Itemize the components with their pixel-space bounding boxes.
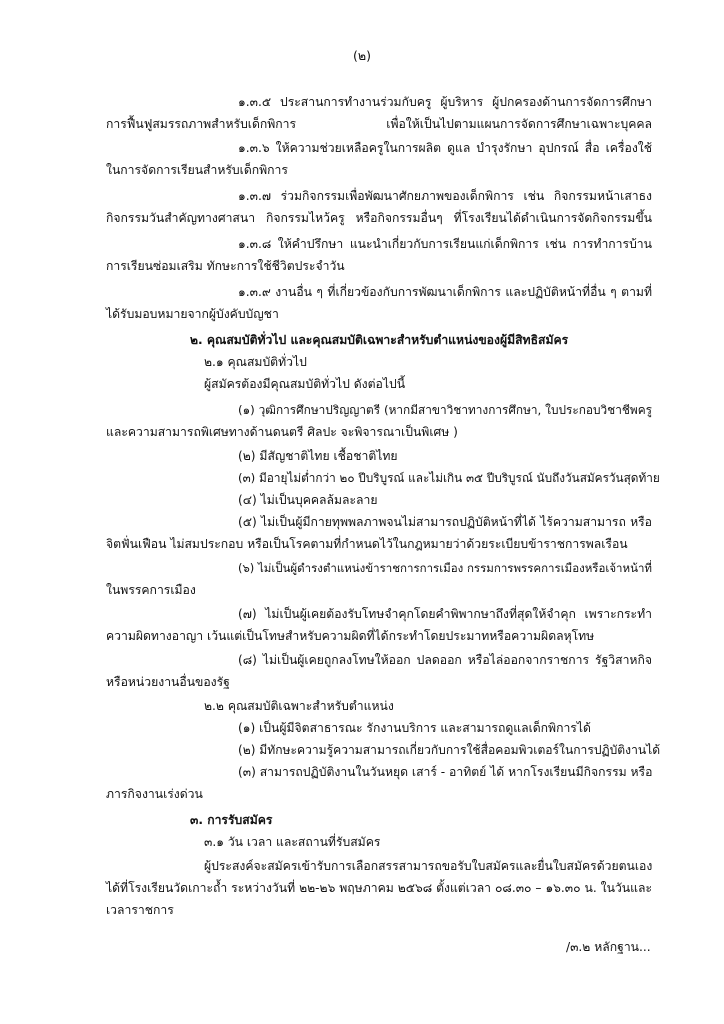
specific-qualification-1: (๑) เป็นผู้มีจิตสาธารณะ รักงานบริการ และสามารถดูแลเด็กพิการได้	[238, 721, 591, 735]
qualification-1-line-2: และความสามารถพิเศษทางด้านดนตรี ศิลปะ จะพิจารณาเป็นพิเศษ )	[106, 425, 458, 439]
qualification-1-line-1: (๑) วุฒิการศึกษาปริญญาตรี (หากมีสาขาวิชาทางการศึกษา, ใบประกอบวิชาชีพครู	[238, 403, 652, 417]
application-paragraph-line-2: ได้ที่โรงเรียนวัดเกาะถ้ำ ระหว่างวันที่ ๒๒-๒๖ พฤษภาคม ๒๕๖๘ ตั้งแต่เวลา ๐๘.๓๐ – ๑๖.๓๐ น. ในวันและ	[106, 881, 652, 895]
qualification-5-line-2: จิตฟั่นเฟือน ไม่สมประกอบ หรือเป็นโรคตามที่กำหนดไว้ในกฎหมายว่าด้วยระเบียบข้าราชการพลเรือน	[106, 537, 628, 551]
qualification-7-line-1: (๗) ไม่เป็นผู้เคยต้องรับโทษจำคุกโดยคำพิพากษาถึงที่สุดให้จำคุก เพราะกระทำ	[238, 607, 652, 621]
qualification-6-line-1: (๖) ไม่เป็นผู้ดำรงตำแหน่งข้าราชการการเมือง กรรมการพรรคการเมืองหรือเจ้าหน้าที่	[238, 561, 652, 575]
qualification-4: (๔) ไม่เป็นบุคคลล้มละลาย	[238, 493, 378, 507]
section-2-heading: ๒. คุณสมบัติทั่วไป และคุณสมบัติเฉพาะสำหรับตำแหน่งของผู้มีสิทธิสมัคร	[190, 333, 569, 347]
item-1-3-6-line-2: ในการจัดการเรียนสำหรับเด็กพิการ	[106, 163, 288, 177]
page-number: (๒)	[353, 48, 371, 63]
item-1-3-5-line-1: ๑.๓.๕ ประสานการทำงานร่วมกับครู ผู้บริหาร ผู้ปกครองด้านการจัดการศึกษา	[238, 95, 652, 109]
item-1-3-8-line-1: ๑.๓.๘ ให้คำปรึกษา แนะนำเกี่ยวกับการเรียนแก่เด็กพิการ เช่น การทำการบ้าน	[238, 237, 652, 251]
specific-qualification-2: (๒) มีทักษะความรู้ความสามารถเกี่ยวกับการใช้สื่อคอมพิวเตอร์ในการปฏิบัติงานได้	[238, 743, 661, 757]
application-paragraph-line-3: เวลาราชการ	[106, 903, 174, 917]
item-1-3-8-line-2: การเรียนซ่อมเสริม ทักษะการใช้ชีวิตประจำวัน	[106, 259, 345, 273]
section-3-heading: ๓. การรับสมัคร	[190, 813, 273, 827]
qualification-5-line-1: (๕) ไม่เป็นผู้มีกายทุพพลภาพจนไม่สามารถปฏิบัติหน้าที่ได้ ไร้ความสามารถ หรือ	[238, 515, 652, 529]
item-1-3-9-line-1: ๑.๓.๙ งานอื่น ๆ ที่เกี่ยวข้องกับการพัฒนาเด็กพิการ และปฏิบัติหน้าที่อื่น ๆ ตามที่	[238, 285, 652, 299]
item-1-3-6-line-1: ๑.๓.๖ ให้ความช่วยเหลือครูในการผลิต ดูแล บำรุงรักษา อุปกรณ์ สื่อ เครื่องใช้	[238, 141, 652, 155]
section-2-1-intro: ผู้สมัครต้องมีคุณสมบัติทั่วไป ดังต่อไปนี้	[204, 377, 406, 391]
item-1-3-7-line-1: ๑.๓.๗ ร่วมกิจกรรมเพื่อพัฒนาศักยภาพของเด็กพิการ เช่น กิจกรรมหน้าเสาธง	[238, 189, 652, 203]
specific-qualification-3-line-2: ภารกิจงานเร่งด่วน	[106, 787, 203, 801]
item-1-3-9-line-2: ได้รับมอบหมายจากผู้บังคับบัญชา	[106, 307, 279, 321]
item-1-3-7-line-2: กิจกรรมวันสำคัญทางศาสนา กิจกรรมไหว้ครู หรือกิจกรรมอื่นๆ ที่โรงเรียนได้ดำเนินการจัดกิจกรรมขึ้น	[106, 211, 652, 225]
qualification-2: (๒) มีสัญชาติไทย เชื้อชาติไทย	[238, 449, 398, 463]
qualification-8-line-1: (๘) ไม่เป็นผู้เคยถูกลงโทษให้ออก ปลดออก หรือไล่ออกจากราชการ รัฐวิสาหกิจ	[238, 653, 652, 667]
qualification-3: (๓) มีอายุไม่ต่ำกว่า ๒๐ ปีบริบูรณ์ และไม่เกิน ๓๕ ปีบริบูรณ์ นับถึงวันสมัครวันสุดท้าย	[238, 471, 660, 485]
continuation-note: /๓.๒ หลักฐาน...	[566, 940, 651, 954]
qualification-6-line-2: ในพรรคการเมือง	[106, 583, 196, 597]
section-2-1-title: ๒.๑ คุณสมบัติทั่วไป	[204, 355, 307, 369]
specific-qualification-3-line-1: (๓) สามารถปฏิบัติงานในวันหยุด เสาร์ - อาทิตย์ ได้ หากโรงเรียนมีกิจกรรม หรือ	[238, 765, 653, 779]
application-paragraph-line-1: ผู้ประสงค์จะสมัครเข้ารับการเลือกสรรสามารถขอรับใบสมัครและยื่นใบสมัครด้วยตนเอง	[204, 859, 653, 873]
item-1-3-5-line-2: การฟื้นฟูสมรรถภาพสำหรับเด็กพิการ เพื่อให้เป็นไปตามแผนการจัดการศึกษาเฉพาะบุคคล	[106, 117, 652, 131]
section-2-2-title: ๒.๒ คุณสมบัติเฉพาะสำหรับตำแหน่ง	[204, 699, 394, 713]
section-3-1-title: ๓.๑ วัน เวลา และสถานที่รับสมัคร	[204, 835, 381, 849]
qualification-8-line-2: หรือหน่วยงานอื่นของรัฐ	[106, 675, 230, 689]
qualification-7-line-2: ความผิดทางอาญา เว้นแต่เป็นโทษสำหรับความผิดที่ได้กระทำโดยประมาทหรือความผิดลหุโทษ	[106, 629, 595, 643]
